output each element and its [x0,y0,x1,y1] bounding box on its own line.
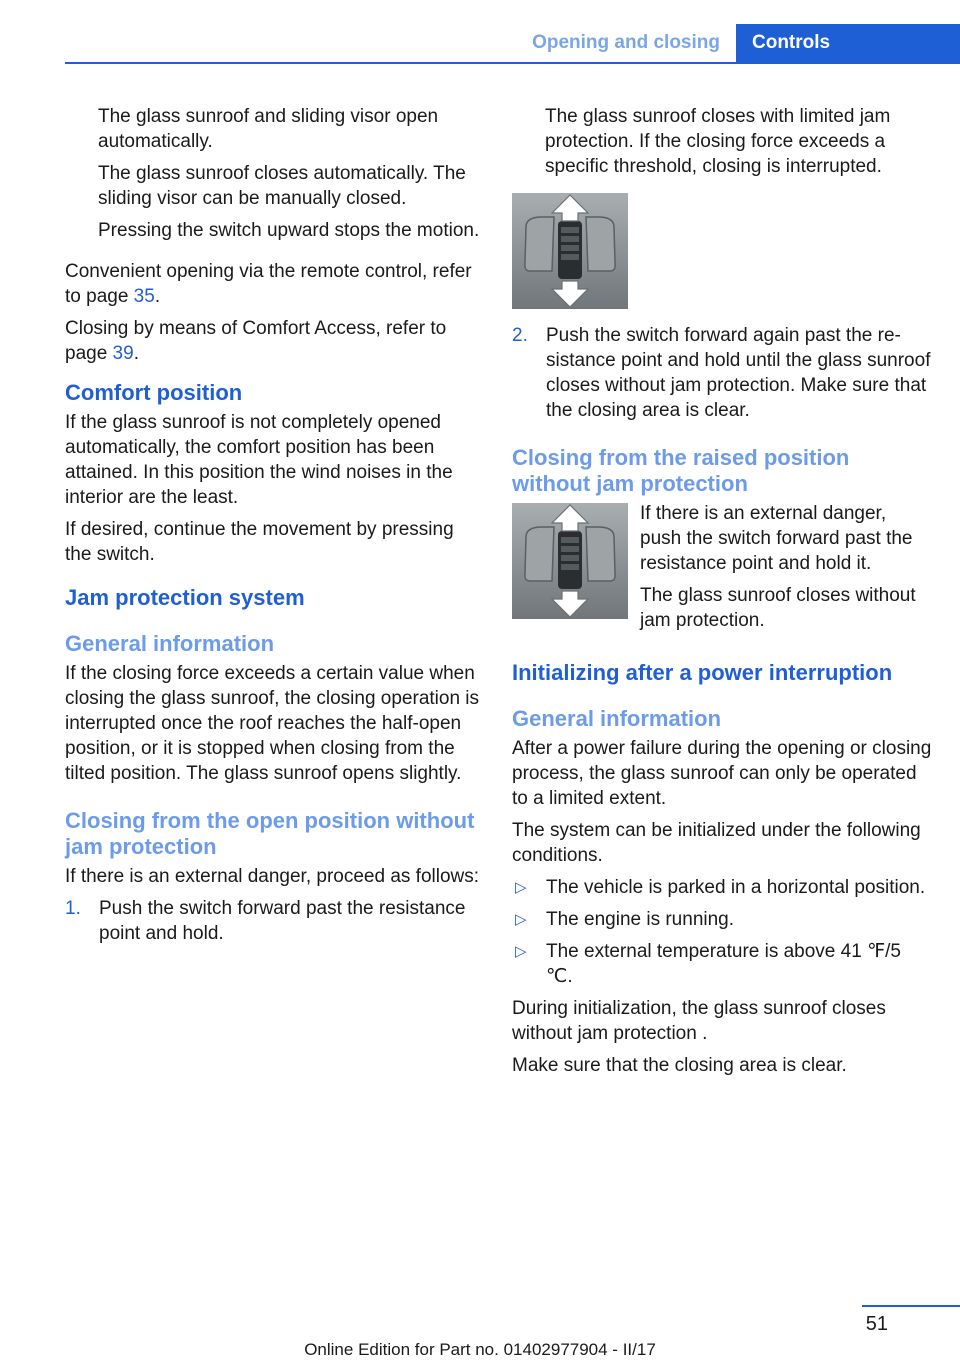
paragraph: If the glass sunroof is not completely opened automatically, the comfort position has been attained. In this position the wind noises in the interior are the least. [65,412,453,508]
chapter-tab: Controls [736,24,960,62]
page-link-35[interactable]: 35 [133,286,155,307]
right-column [512,104,932,1085]
paragraph: The glass sunroof closes without jam protection. [640,585,916,631]
step-number: 1. [65,898,81,919]
paragraph: Pressing the switch upward stops the motion. [98,220,480,241]
footer-rule [862,1305,960,1307]
steps-list [512,323,932,423]
heading-comfort-position: Comfort position [65,380,243,405]
paragraph: The glass sunroof and sliding visor open automatically. [98,106,439,152]
list-item: ▷ The external temperature is above 41 ℉/5 ℃. [515,941,901,987]
page-link-39[interactable]: 39 [112,343,134,364]
triangle-bullet-icon: ▷ [515,943,527,960]
list-item: ▷ The vehicle is parked in a horizontal position. [515,877,926,898]
triangle-bullet-icon: ▷ [515,911,527,928]
triangle-bullet-icon: ▷ [515,879,527,896]
heading-initializing: Initializing after a power interruption [512,660,893,685]
paragraph: The glass sunroof closes automatically. The sliding visor can be manually closed. [98,163,466,209]
paragraph: During initialization, the glass sunroof closes without jam protection . [512,998,886,1044]
list-item: ▷ The engine is running. [515,909,735,930]
sunroof-switch-icon [512,193,628,309]
paragraph: Closing by means of Comfort Access, refer to page 39. [65,318,447,364]
sunroof-switch-icon [512,503,628,619]
heading-closing-open-position: Closing from the open position without jam protection [65,808,475,859]
heading-general-information: General information [512,706,722,731]
switch-illustration [512,193,932,309]
paragraph: If the closing force exceeds a certain value when closing the glass sunroof, the closing operation is interrupted once the roof reaches the half-open position, or it is stopped when closing from the tilted position. The glass sunroof opens slightly. [65,663,480,784]
paragraph: Make sure that the closing area is clear. [512,1055,847,1076]
section-tab: Opening and closing [532,32,720,53]
paragraph: If there is an external danger, push the switch forward past the resistance point and hold it. [640,503,913,574]
left-column [65,104,483,953]
conditions-list [512,875,932,989]
footer-edition: Online Edition for Part no. 01402977904 - II/17 [304,1340,656,1359]
paragraph: If desired, continue the movement by pressing the switch. [65,519,454,565]
step-number: 2. [512,325,528,346]
paragraph: Convenient opening via the remote control, refer to page 35. [65,261,472,307]
heading-closing-raised-position: Closing from the raised position without jam protection [512,445,850,496]
paragraph: The system can be initialized under the following conditions. [512,820,921,866]
raised-position-block [512,501,932,640]
page-header [65,24,960,64]
page-number: 51 [865,1313,888,1335]
list-item: 2. Push the switch forward again past the resistance point and hold until the glass sunroof closes without jam protection. Make sure that the closing area is clear. [512,325,931,421]
heading-general-information: General information [65,631,275,656]
paragraph: After a power failure during the opening or closing process, the glass sunroof can only be operated to a limited extent. [512,738,932,809]
list-item: 1. Push the switch forward past the resistance point and hold. [65,898,466,944]
paragraph: If there is an external danger, proceed as follows: [65,866,480,887]
paragraph: The glass sunroof closes with limited jam protection. If the closing force exceeds a specific threshold, closing is interrupted. [545,106,891,177]
steps-list [65,896,483,946]
heading-jam-protection: Jam protection system [65,585,305,610]
